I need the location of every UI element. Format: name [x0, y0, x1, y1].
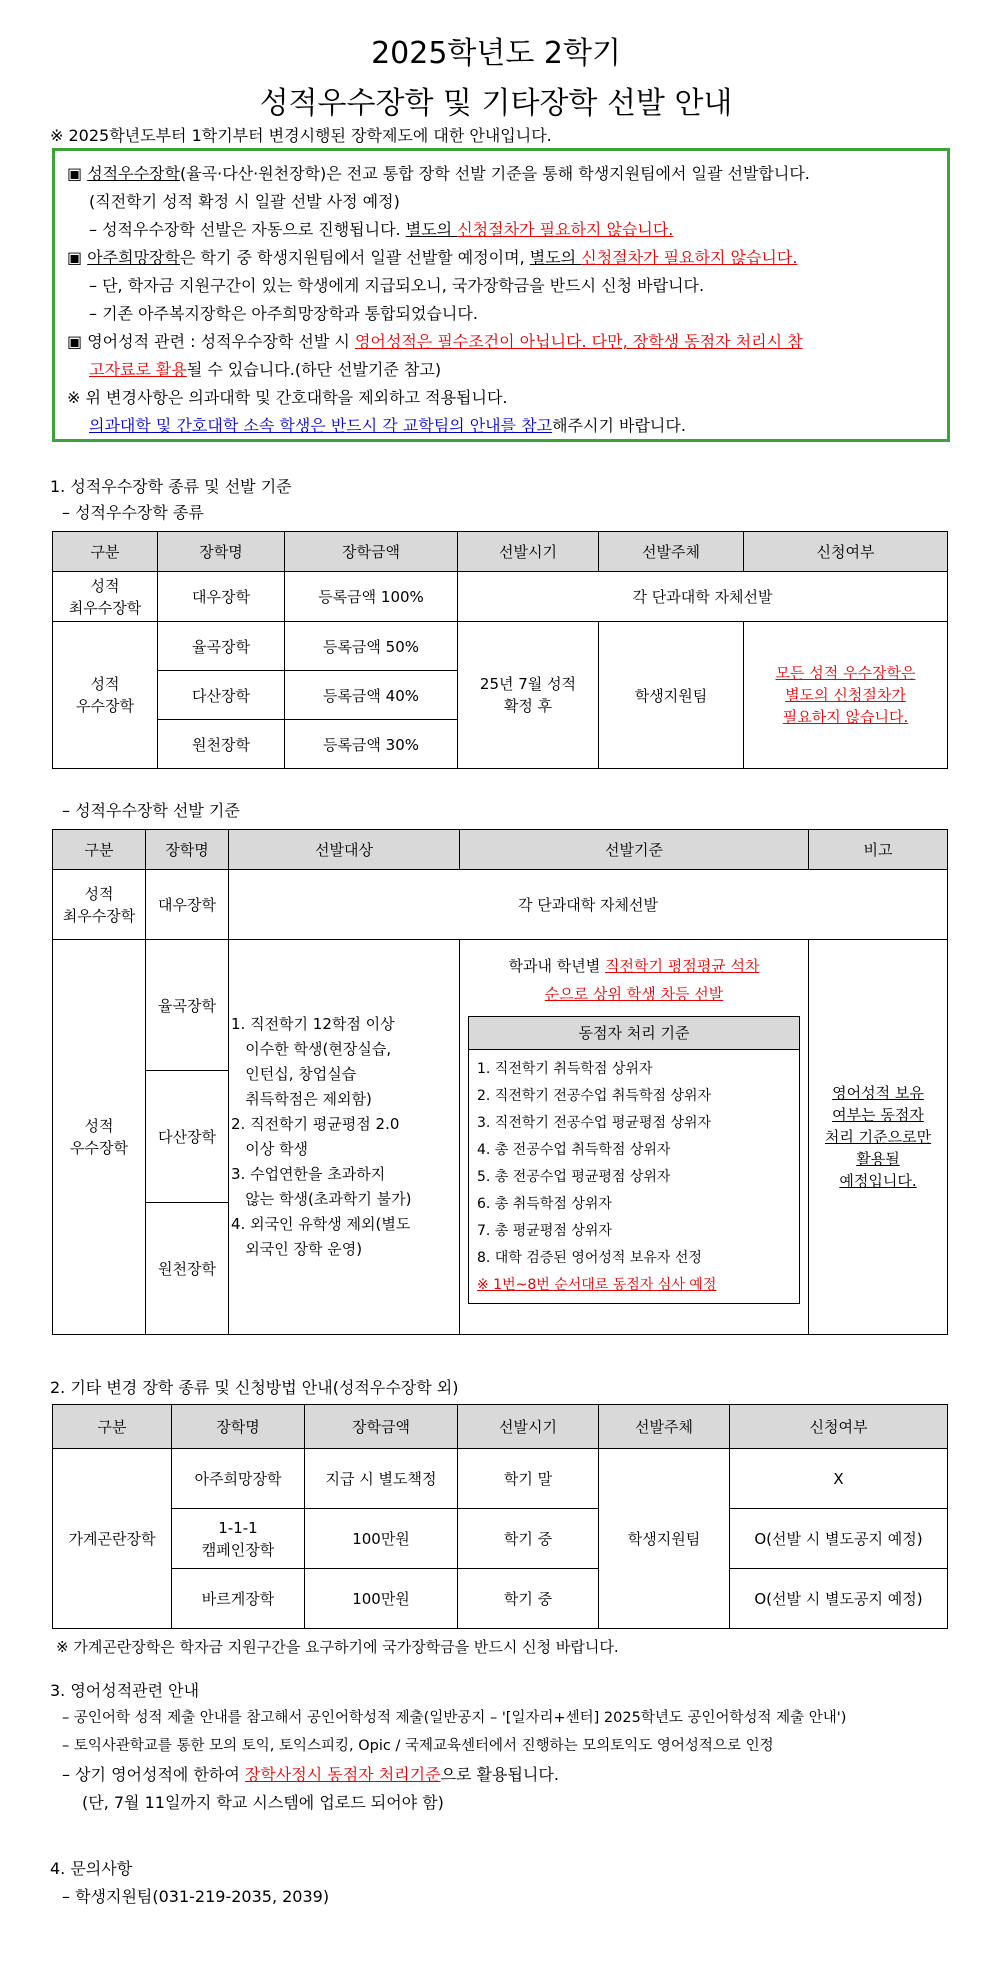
table-header: 선발주체: [599, 1405, 730, 1449]
section4-heading: 4. 문의사항: [50, 1859, 133, 1878]
scholarship-name: 다산장학: [158, 671, 285, 720]
scholarship-amount: 등록금액 40%: [285, 671, 458, 720]
section2-heading: 2. 기타 변경 장학 종류 및 신청방법 안내(성적우수장학 외): [50, 1378, 459, 1397]
table-header: 장학명: [172, 1405, 305, 1449]
scholarship-name: 대우장학: [158, 572, 285, 622]
tie-break-item: 3. 직전학기 전공수업 평균평점 상위자: [477, 1115, 712, 1131]
selection-org: 학생지원팀: [599, 1449, 730, 1629]
category-cell: 성적 우수장학: [53, 940, 146, 1335]
tie-break-item: 6. 총 취득학점 상위자: [477, 1196, 612, 1212]
table-header: 구분: [53, 1405, 172, 1449]
table-header: 장학금액: [305, 1405, 458, 1449]
scholarship-amount: 100만원: [305, 1509, 458, 1569]
scholarship-types-table: [52, 531, 948, 769]
table-header: 선발시기: [458, 532, 599, 572]
section2-note: ※ 가계곤란장학은 학자금 지원구간을 요구하기에 국가장학금을 반드시 신청 바랍니다.: [56, 1638, 619, 1656]
scholarship-name: 원천장학: [158, 720, 285, 769]
selection-note: 각 단과대학 자체선발: [229, 870, 948, 940]
table-row: [53, 870, 948, 940]
summary-line: – 성적우수장학 선발은 자동으로 진행됩니다. 별도의 신청절차가 필요하지 않습니다.: [89, 220, 674, 239]
tie-break-title: 동점자 처리 기준: [469, 1017, 799, 1050]
change-summary-box: [52, 148, 950, 442]
intro-notice: ※ 2025학년도부터 1학기부터 변경시행된 장학제도에 대한 안내입니다.: [50, 126, 552, 145]
summary-line: ▣ 성적우수장학(율곡·다산·원천장학)은 전교 통합 장학 선발 기준을 통해 학생지원팀에서 일괄 선발합니다.: [67, 164, 810, 183]
summary-line: – 기존 아주복지장학은 아주희망장학과 통합되었습니다.: [89, 304, 478, 323]
summary-line: ▣ 아주희망장학은 학기 중 학생지원팀에서 일괄 선발할 예정이며, 별도의 신청절차가 필요하지 않습니다.: [67, 248, 798, 267]
table-header: 선발기준: [460, 830, 809, 870]
scholarship-name: 원천장학: [146, 1203, 229, 1335]
tie-break-item: 7. 총 평균평점 상위자: [477, 1223, 612, 1239]
scholarship-amount: 등록금액 30%: [285, 720, 458, 769]
scholarship-name: 대우장학: [146, 870, 229, 940]
category-cell: 가계곤란장학: [53, 1449, 172, 1629]
tie-break-item: 5. 총 전공수업 평균평점 상위자: [477, 1169, 671, 1185]
table-header: 선발주체: [599, 532, 744, 572]
scholarship-name: 율곡장학: [146, 940, 229, 1071]
category-cell: 성적 우수장학: [53, 622, 158, 769]
summary-line: ▣ 영어성적 관련 : 성적우수장학 선발 시 영어성적은 필수조건이 아닙니다. 다만, 장학생 동점자 처리시 참: [67, 332, 803, 351]
table-header: 신청여부: [744, 532, 948, 572]
section1-subheading-types: – 성적우수장학 종류: [62, 503, 204, 522]
section1-subheading-criteria: – 성적우수장학 선발 기준: [62, 801, 240, 820]
contact-info: – 학생지원팀(031-219-2035, 2039): [62, 1887, 330, 1906]
selection-timing: 학기 중: [458, 1509, 599, 1569]
section1-heading: 1. 성적우수장학 종류 및 선발 기준: [50, 477, 292, 496]
table-header: 비고: [809, 830, 948, 870]
section3-line: – 상기 영어성적에 한하여 장학사정시 동점자 처리기준으로 활용됩니다.: [62, 1765, 559, 1784]
table-row: [53, 1449, 948, 1509]
category-cell: 성적 최우수장학: [53, 572, 158, 622]
scholarship-name: 다산장학: [146, 1071, 229, 1203]
page-title-year: 2025학년도 2학기: [371, 36, 621, 71]
tie-break-item: 2. 직전학기 전공수업 취득학점 상위자: [477, 1088, 712, 1104]
table-header: 장학명: [146, 830, 229, 870]
scholarship-name: 율곡장학: [158, 622, 285, 671]
apply-status: 모든 성적 우수장학은 별도의 신청절차가 필요하지 않습니다.: [744, 622, 948, 769]
page-title: 성적우수장학 및 기타장학 선발 안내: [259, 86, 733, 121]
table-header: 구분: [53, 532, 158, 572]
category-cell: 성적 최우수장학: [53, 870, 146, 940]
selection-note: 각 단과대학 자체선발: [458, 572, 948, 622]
table-header: 선발시기: [458, 1405, 599, 1449]
tie-break-item: 1. 직전학기 취득학점 상위자: [477, 1061, 653, 1077]
table-header: 선발대상: [229, 830, 460, 870]
scholarship-name: 아주희망장학: [172, 1449, 305, 1509]
scholarship-amount: 지급 시 별도책정: [305, 1449, 458, 1509]
selection-target: 1. 직전학기 12학점 이상 이수한 학생(현장실습, 인턴십, 창업실습 취득학점은 제외함) 2. 직전학기 평균평점 2.0 이상 학생 3. 수업연한을 초과하지 않는 학생(초과학기 불가) 4. 외국인 유학생 제외(별도 외국인 장학 운영): [229, 940, 460, 1335]
tie-break-box: [468, 1016, 800, 1304]
apply-status: X: [730, 1449, 948, 1509]
scholarship-name: 1-1-1 캠페인장학: [172, 1509, 305, 1569]
apply-status: O(선발 시 별도공지 예정): [730, 1569, 948, 1629]
table-header: 장학명: [158, 532, 285, 572]
other-scholarship-table: [52, 1404, 948, 1629]
table-row: [53, 622, 948, 671]
summary-line: 고자료로 활용될 수 있습니다.(하단 선발기준 참고): [89, 360, 442, 379]
scholarship-amount: 등록금액 50%: [285, 622, 458, 671]
scholarship-amount: 100만원: [305, 1569, 458, 1629]
summary-line: – 단, 학자금 지원구간이 있는 학생에게 지급되오니, 국가장학금을 반드시 신청 바랍니다.: [89, 276, 705, 295]
section3-line: – 공인어학 성적 제출 안내를 참고해서 공인어학성적 제출(일반공지 – '[일자리+센터] 2025학년도 공인어학성적 제출 안내'): [62, 1710, 847, 1726]
table-header: 장학금액: [285, 532, 458, 572]
table-row: [53, 572, 948, 622]
table-row: [53, 1569, 948, 1629]
selection-timing: 25년 7월 성적 확정 후: [458, 622, 599, 769]
selection-timing: 학기 말: [458, 1449, 599, 1509]
summary-line: ※ 위 변경사항은 의과대학 및 간호대학을 제외하고 적용됩니다.: [67, 388, 508, 407]
section3-line: (단, 7월 11일까지 학교 시스템에 업로드 되어야 함): [82, 1793, 444, 1812]
selection-org: 학생지원팀: [599, 622, 744, 769]
table-row: [53, 1509, 948, 1569]
selection-criteria-table: [52, 829, 948, 1335]
remark-cell: 영어성적 보유 여부는 동점자 처리 기준으로만 활용될 예정입니다.: [809, 940, 948, 1335]
scholarship-amount: 등록금액 100%: [285, 572, 458, 622]
tie-break-note: ※ 1번~8번 순서대로 동점자 심사 예정: [477, 1277, 717, 1293]
tie-break-item: 4. 총 전공수업 취득학점 상위자: [477, 1142, 671, 1158]
table-header: 구분: [53, 830, 146, 870]
table-row: [53, 940, 948, 1071]
summary-line: (직전학기 성적 확정 시 일괄 선발 사정 예정): [89, 192, 400, 211]
selection-criteria: 학과내 학년별 직전학기 평점평균 석차 순으로 상위 학생 차등 선발 동점자 처리 기준 1. 직전학기 취득학점 상위자 2. 직전학기 전공수업 취득학점 상위자 3. 직전학기 전공수업 평균평점 상위자 4. 총 전공수업 취득학점 상위자 5. 총 전공수업 평균평점 상위자 6. 총 취득학점 상위자 7. 총 평균평점 상위자 8. 대학 검증된 영어성적 보유자 선정 ※ 1번~8번 순서대로 동점자 심사 예정: [460, 940, 809, 1335]
section3-line: – 토익사관학교를 통한 모의 토익, 토익스피킹, Opic / 국제교육센터에서 진행하는 모의토익도 영어성적으로 인정: [62, 1738, 774, 1754]
summary-line: 의과대학 및 간호대학 소속 학생은 반드시 각 교학팀의 안내를 참고해주시기 바랍니다.: [89, 416, 686, 435]
selection-timing: 학기 중: [458, 1569, 599, 1629]
apply-status: O(선발 시 별도공지 예정): [730, 1509, 948, 1569]
scholarship-name: 바르게장학: [172, 1569, 305, 1629]
tie-break-item: 8. 대학 검증된 영어성적 보유자 선정: [477, 1250, 702, 1266]
table-header: 신청여부: [730, 1405, 948, 1449]
section3-heading: 3. 영어성적관련 안내: [50, 1681, 200, 1700]
